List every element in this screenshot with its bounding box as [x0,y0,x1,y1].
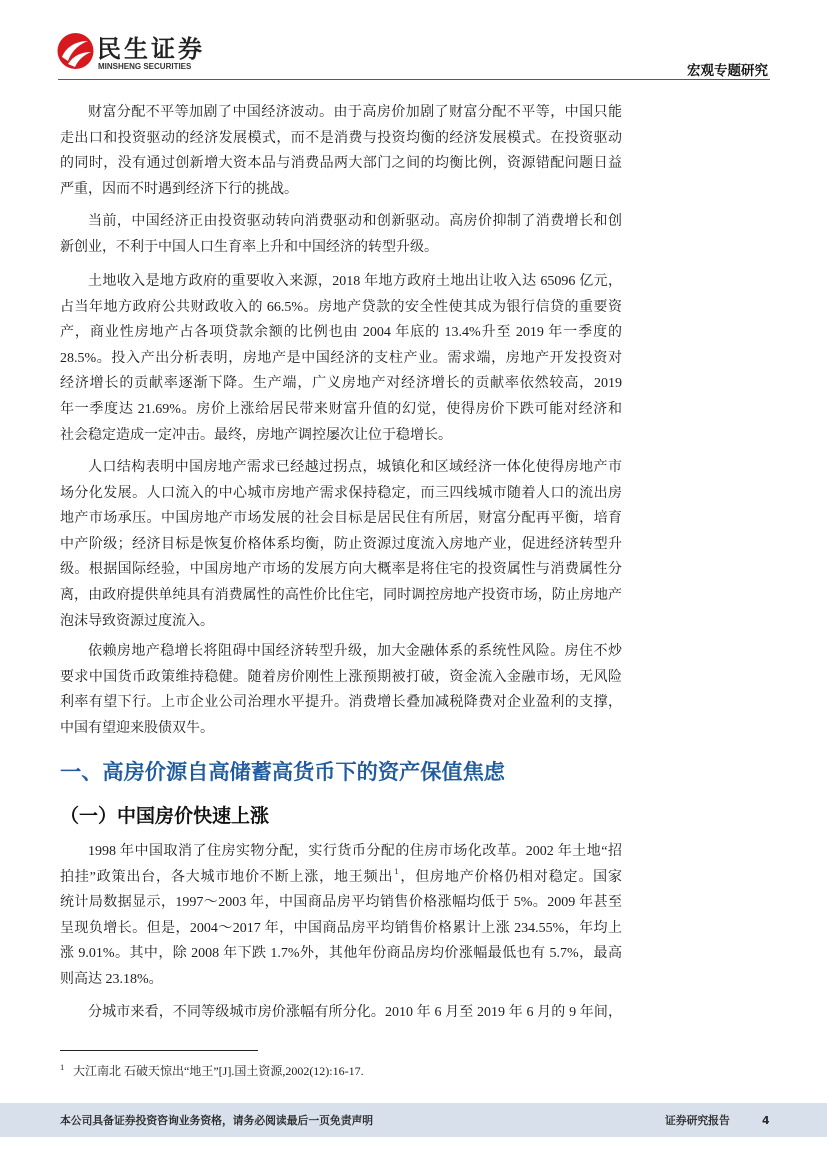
brand-name-en: MINSHENG SECURITIES [98,62,192,71]
body-paragraph [60,639,622,741]
footer-bar [0,1103,827,1137]
paragraph-line: 地产市场承压。中国房地产市场发展的社会目标是居民住有所居，财富分配再平衡，培育 [60,511,622,527]
paragraph-line: 则高达 23.18%。 [60,971,163,987]
paragraph-line: 的同时，没有通过创新增大资本品与消费品两大部门之间的均衡比例，资源错配问题日益 [60,156,622,172]
paragraph-line: 分城市来看，不同等级城市房价涨幅有所分化。2010 年 6 月至 2019 年 6 月的 9 年间， [88,1005,622,1020]
footer-report-type: 证券研究报告 [665,1114,730,1127]
footnote-divider [60,1050,258,1051]
page-number: 4 [762,1114,770,1127]
paragraph-line [60,865,622,891]
paragraph-line: 要求中国货币政策维持稳健。随着房价刚性上涨预期被打破，资金流入金融市场，无风险 [60,669,622,685]
footer-disclaimer: 本公司具备证券投资咨询业务资格，请务必阅读最后一页免责声明 [60,1114,374,1127]
line-text: 拍挂”政策出台，各大城市地价不断上涨，地王频出 [60,869,394,885]
paragraph-line: 新创业，不利于中国人口生育率上升和中国经济的转型升级。 [60,239,438,255]
minsheng-logo-icon [57,32,94,70]
header-divider [58,79,770,80]
paragraph-line: 经济增长的贡献率逐渐下降。生产端，广义房地产对经济增长的贡献率依然较高，2019 [60,376,622,392]
body-paragraph [60,100,622,202]
footnote-reference: 1 [394,865,399,876]
subsection-heading: （一）中国房价快速上涨 [60,805,270,827]
footnote: 1 大江南北 石破天惊出“地王”[J].国土资源,2002(12):16-17. [60,1062,364,1078]
brand-name-cn: 民生证券 [97,35,205,63]
header-logo [57,32,209,74]
body-paragraph [60,209,622,260]
paragraph-line: 离，由政府提供单纯具有消费属性的高性价比住宅，同时调控房地产投资市场，防止房地产 [60,587,622,603]
paragraph-line: 占当年地方政府公共财政收入的 66.5%。房地产贷款的安全性使其成为银行信贷的重要资 [60,299,622,315]
body-paragraph [60,1000,622,1026]
paragraph-line: 走出口和投资驱动的经济发展模式，而不是消费与投资均衡的经济发展模式。在投资驱动 [60,130,622,146]
paragraph-line: 财富分配不平等加剧了中国经济波动。由于高房价加剧了财富分配不平等，中国只能 [88,105,622,120]
paragraph-line: 统计局数据显示，1997～2003 年，中国商品房平均销售价格涨幅均低于 5%。2009 年甚至 [60,895,622,911]
paragraph-line: 场分化发展。人口流入的中心城市房地产需求保持稳定，而三四线城市随着人口的流出房 [60,485,622,501]
paragraph-line: 泡沫导致资源过度流入。 [60,613,214,629]
line-text: ，但房地产价格仍相对稳定。国家 [399,869,623,885]
paragraph-line: 中国有望迎来股债双牛。 [60,720,214,736]
paragraph-line: 级。根据国际经验，中国房地产市场的发展方向大概率是将住宅的投资属性与消费属性分 [60,562,622,578]
paragraph-line: 年一季度达 21.69%。房价上涨给居民带来财富升值的幻觉，使得房价下跌可能对经济和 [60,401,622,417]
section-heading: 一、高房价源自高储蓄高货币下的资产保值焦虑 [60,759,505,784]
report-type-label: 宏观专题研究 [687,63,768,79]
paragraph-line: 人口结构表明中国房地产需求已经越过拐点，城镇化和区域经济一体化使得房地产市 [88,460,622,475]
footnote-text: 大江南北 石破天惊出“地王”[J].国土资源,2002(12):16-17. [73,1064,364,1078]
body-paragraph [60,269,622,448]
paragraph-line: 依赖房地产稳增长将阻碍中国经济转型升级，加大金融体系的系统性风险。房住不炒 [88,644,622,659]
paragraph-line: 涨 9.01%。其中，除 2008 年下跌 1.7%外，其他年份商品房均价涨幅最低也有 5.7%，最高 [60,946,622,962]
body-paragraph [60,839,622,993]
body-paragraph [60,455,622,634]
paragraph-line: 土地收入是地方政府的重要收入来源，2018 年地方政府土地出让收入达 65096 亿元， [88,274,622,289]
paragraph-line: 产，商业性房地产占各项贷款余额的比例也由 2004 年底的 13.4%升至 2019 年一季度的 [60,325,622,341]
paragraph-line: 1998 年中国取消了住房实物分配，实行货币分配的住房市场化改革。2002 年土地“招 [88,844,622,859]
paragraph-line: 中产阶级；经济目标是恢复价格体系均衡，防止资源过度流入房地产业，促进经济转型升 [60,536,622,552]
paragraph-line: 呈现负增长。但是，2004～2017 年，中国商品房平均销售价格累计上涨 234.55%，年均上 [60,920,622,936]
paragraph-line: 严重，因而不时遇到经济下行的挑战。 [60,181,298,197]
paragraph-line: 利率有望下行。上市企业公司治理水平提升。消费增长叠加减税降费对企业盈利的支撑， [60,695,622,711]
paragraph-line: 28.5%。投入产出分析表明，房地产是中国经济的支柱产业。需求端，房地产开发投资对 [60,350,622,366]
paragraph-line: 当前，中国经济正由投资驱动转向消费驱动和创新驱动。高房价抑制了消费增长和创 [88,214,622,229]
paragraph-line: 社会稳定造成一定冲击。最终，房地产调控屡次让位于稳增长。 [60,427,452,443]
